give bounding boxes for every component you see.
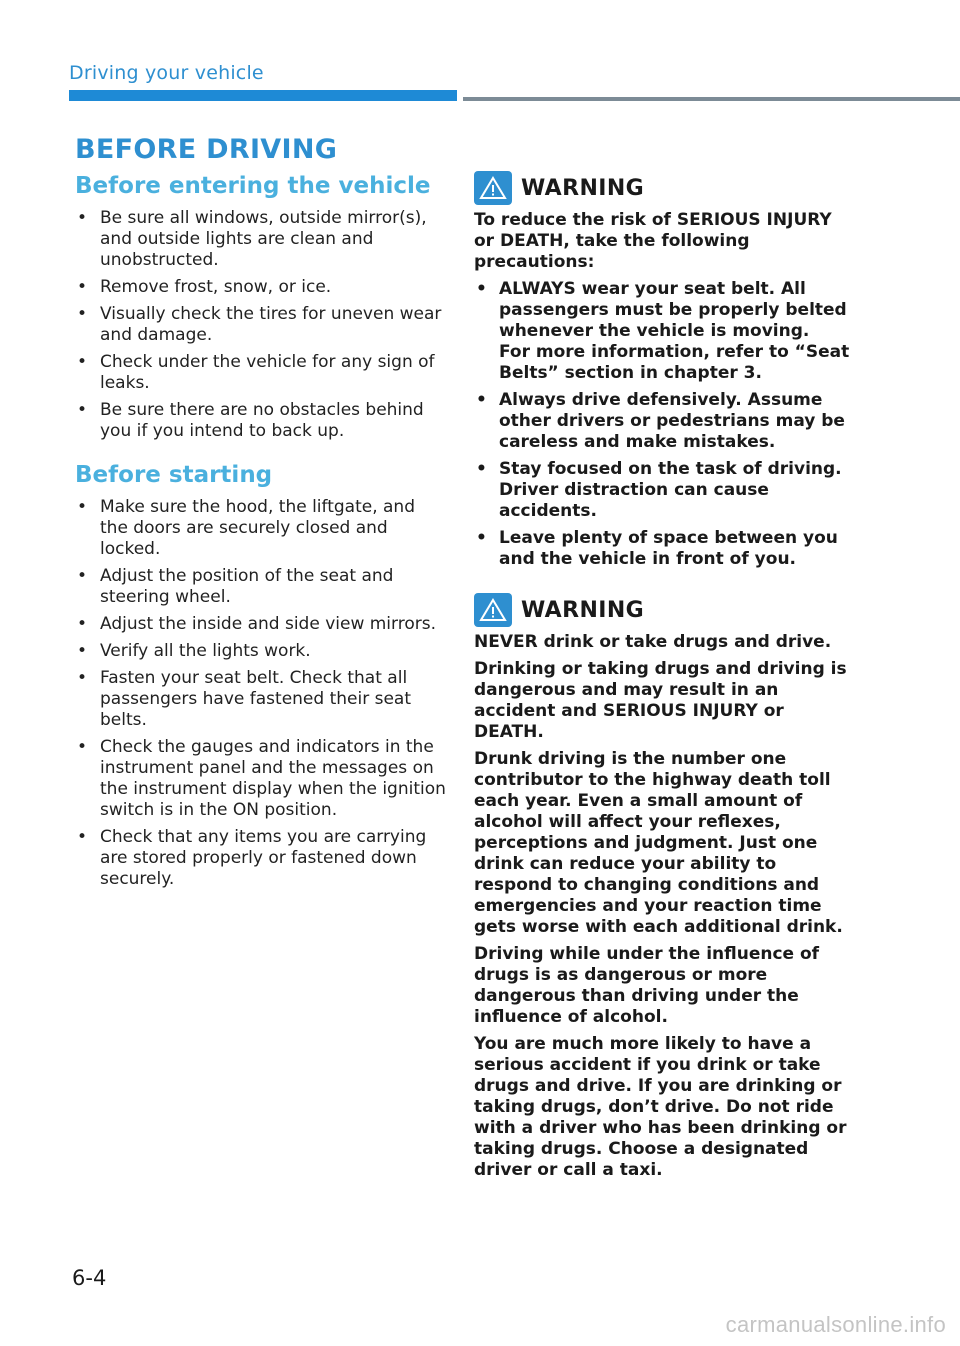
list-item: • Be sure there are no obstacles behind you if you intend to back up. [75, 400, 447, 442]
warning-paragraph: Drunk driving is the number one contributor to the highway death toll each year. Even a small amount of alcohol will affect your reflexes, perceptions and judgment. Just one drink can reduce your ability to respond to changing conditions and emergencies and your reaction time gets worse with each additional drink. [474, 749, 843, 937]
warning-intro: To reduce the risk of SERIOUS INJURY or DEATH, take the following precautions: [474, 210, 832, 272]
subheading-before-starting: Before starting [75, 462, 273, 488]
list-item: • Check the gauges and indicators in the instrument panel and the messages on the instrument display when the ignition switch is in the ON position. [75, 737, 447, 821]
list-item: • Fasten your seat belt. Check that all passengers have fastened their seat belts. [75, 668, 447, 731]
list-item: • Be sure all windows, outside mirror(s), and outside lights are clean and unobstructed. [75, 208, 447, 271]
chapter-title: Driving your vehicle [69, 62, 264, 84]
page-number: 6-4 [72, 1266, 107, 1290]
warning-label: WARNING [521, 597, 645, 623]
warning-label: WARNING [521, 175, 645, 201]
list-item: • Make sure the hood, the liftgate, and the doors are securely closed and locked. [75, 497, 447, 560]
warning-header [474, 170, 854, 206]
warning-box-seatbelt [474, 170, 854, 570]
list-item: • Check that any items you are carrying are stored properly or fastened down securely. [75, 827, 447, 890]
list-item: • Always drive defensively. Assume other drivers or pedestrians may be careless and make mistakes. [474, 390, 854, 453]
warning-paragraph: NEVER drink or take drugs and drive. [474, 632, 832, 652]
warning-box-drunk-driving [474, 592, 854, 1181]
warning-paragraph: Drinking or taking drugs and driving is dangerous and may result in an accident and SERIOUS INJURY or DEATH. [474, 659, 847, 742]
list-item: • Adjust the position of the seat and steering wheel. [75, 566, 447, 608]
subheading-before-entering: Before entering the vehicle [75, 173, 431, 199]
right-column [474, 170, 854, 1187]
header-rule-blue [69, 90, 457, 101]
list-item: • Visually check the tires for uneven wear and damage. [75, 304, 447, 346]
list-item: • Check under the vehicle for any sign of leaks. [75, 352, 447, 394]
watermark: carmanualsonline.info [725, 1312, 946, 1337]
warning-triangle-icon [474, 171, 512, 205]
warning-triangle-icon [474, 593, 512, 627]
left-column [75, 170, 447, 896]
list-item: • Remove frost, snow, or ice. [75, 277, 447, 298]
list-item: • Leave plenty of space between you and the vehicle in front of you. [474, 528, 854, 570]
list-item: • Verify all the lights work. [75, 641, 447, 662]
before-starting-list [75, 497, 447, 890]
list-item: • Stay focused on the task of driving. Driver distraction can cause accidents. [474, 459, 854, 522]
warning-header [474, 592, 854, 628]
header-rule-gray [463, 97, 960, 101]
section-title: BEFORE DRIVING [75, 134, 338, 165]
warning-paragraph: You are much more likely to have a serious accident if you drink or take drugs and drive. If you are drinking or taking drugs, don’t drive. Do not ride with a driver who has been drinking or taking drugs. Choose a designated driver or call a taxi. [474, 1034, 847, 1180]
list-item: • Adjust the inside and side view mirrors. [75, 614, 447, 635]
before-entering-list [75, 208, 447, 442]
warning-paragraph: Driving while under the influence of drugs is as dangerous or more dangerous than driving under the influence of alcohol. [474, 944, 820, 1027]
list-item: • ALWAYS wear your seat belt. All passengers must be properly belted whenever the vehicle is moving. For more information, refer to “Seat Belts” section in chapter 3. [474, 279, 854, 384]
warning-list [474, 279, 854, 570]
